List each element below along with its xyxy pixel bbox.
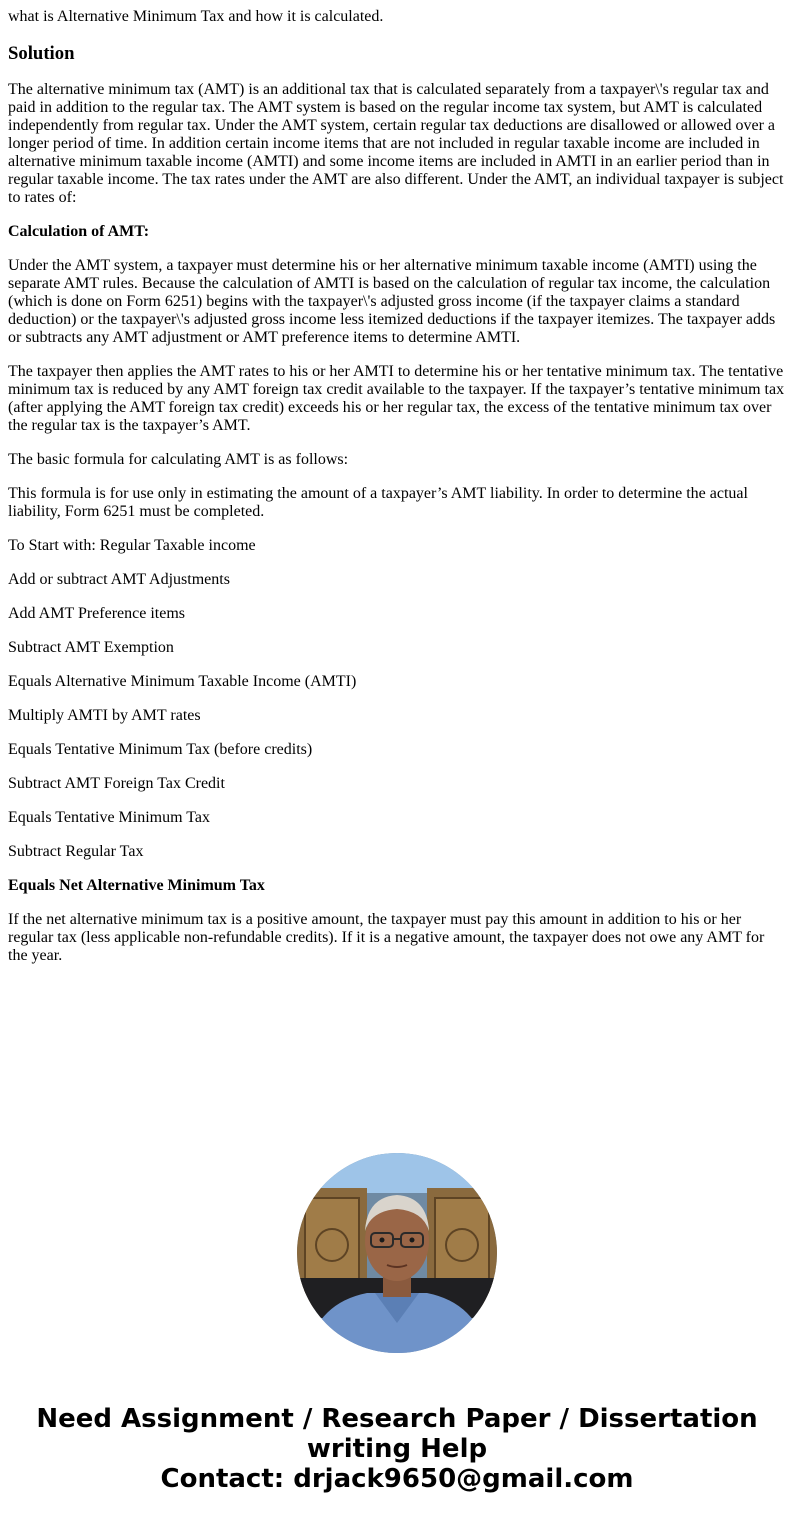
formula-step: Add or subtract AMT Adjustments: [8, 571, 230, 588]
formula-step: Add AMT Preference items: [8, 605, 185, 622]
formula-step: Equals Tentative Minimum Tax (before credits): [8, 741, 313, 758]
formula-intro: The basic formula for calculating AMT is as follows:: [8, 451, 349, 468]
formula-note: This formula is for use only in estimating the amount of a taxpayer’s AMT liability. In order to determine the actual liability, Form 6251 must be completed.: [8, 485, 748, 520]
promo-contact: Contact: drjack9650@gmail.com: [160, 1464, 634, 1494]
author-avatar: [297, 1153, 497, 1353]
formula-result: Equals Net Alternative Minimum Tax: [8, 877, 265, 894]
calculation-paragraph-1: Under the AMT system, a taxpayer must determine his or her alternative minimum taxable income (AMTI) using the separate AMT rules. Because the calculation of AMTI is based on the calculation of regular tax income, the calculation (which is done on Form 6251) begins with the taxpayer\'s adjusted gross income (if the taxpayer claims a standard deduction) or the taxpayer\'s adjusted gross income less itemized deductions if the taxpayer itemizes. The taxpayer adds or subtracts any AMT adjustment or AMT preference items to determine AMTI.: [8, 257, 776, 346]
solution-heading: Solution: [8, 43, 75, 64]
document-body: [8, 8, 786, 981]
intro-paragraph: The alternative minimum tax (AMT) is an additional tax that is calculated separately from a taxpayer\'s regular tax and paid in addition to the regular tax. The AMT system is based on the regular income tax system, but AMT is calculated independently from regular tax. Under the AMT system, certain regular tax deductions are disallowed or allowed over a longer period of time. In addition certain income items that are not included in regular taxable income are included in alternative minimum taxable income (AMTI) and some income items are included in AMTI in an earlier period than in regular taxable income. The tax rates under the AMT are also different. Under the AMT, an individual taxpayer is subject to rates of:: [8, 81, 784, 206]
calculation-paragraph-2: The taxpayer then applies the AMT rates to his or her AMTI to determine his or her tentative minimum tax. The tentative minimum tax is reduced by any AMT foreign tax credit available to the taxpayer. If the taxpayer’s tentative minimum tax (after applying the AMT foreign tax credit) exceeds his or her regular tax, the excess of the tentative minimum tax over the regular tax is the taxpayer’s AMT.: [8, 363, 785, 434]
promo-banner: [0, 1404, 794, 1494]
promo-line-2: writing Help: [306, 1434, 488, 1464]
formula-step: To Start with: Regular Taxable income: [8, 537, 256, 554]
calculation-heading: Calculation of AMT:: [8, 223, 150, 240]
formula-step: Equals Alternative Minimum Taxable Income (AMTI): [8, 673, 357, 690]
promo-line-1: Need Assignment / Research Paper / Dissertation: [36, 1404, 758, 1434]
formula-step: Subtract AMT Foreign Tax Credit: [8, 775, 225, 792]
formula-step: Equals Tentative Minimum Tax: [8, 809, 211, 826]
formula-step: Subtract AMT Exemption: [8, 639, 174, 656]
question-text: what is Alternative Minimum Tax and how it is calculated.: [8, 8, 384, 25]
formula-step: Subtract Regular Tax: [8, 843, 144, 860]
author-portrait-image: [297, 1153, 497, 1353]
conclusion-paragraph: If the net alternative minimum tax is a positive amount, the taxpayer must pay this amount in addition to his or her regular tax (less applicable non-refundable credits). If it is a negative amount, the taxpayer does not owe any AMT for the year.: [8, 911, 765, 964]
formula-step: Multiply AMTI by AMT rates: [8, 707, 201, 724]
